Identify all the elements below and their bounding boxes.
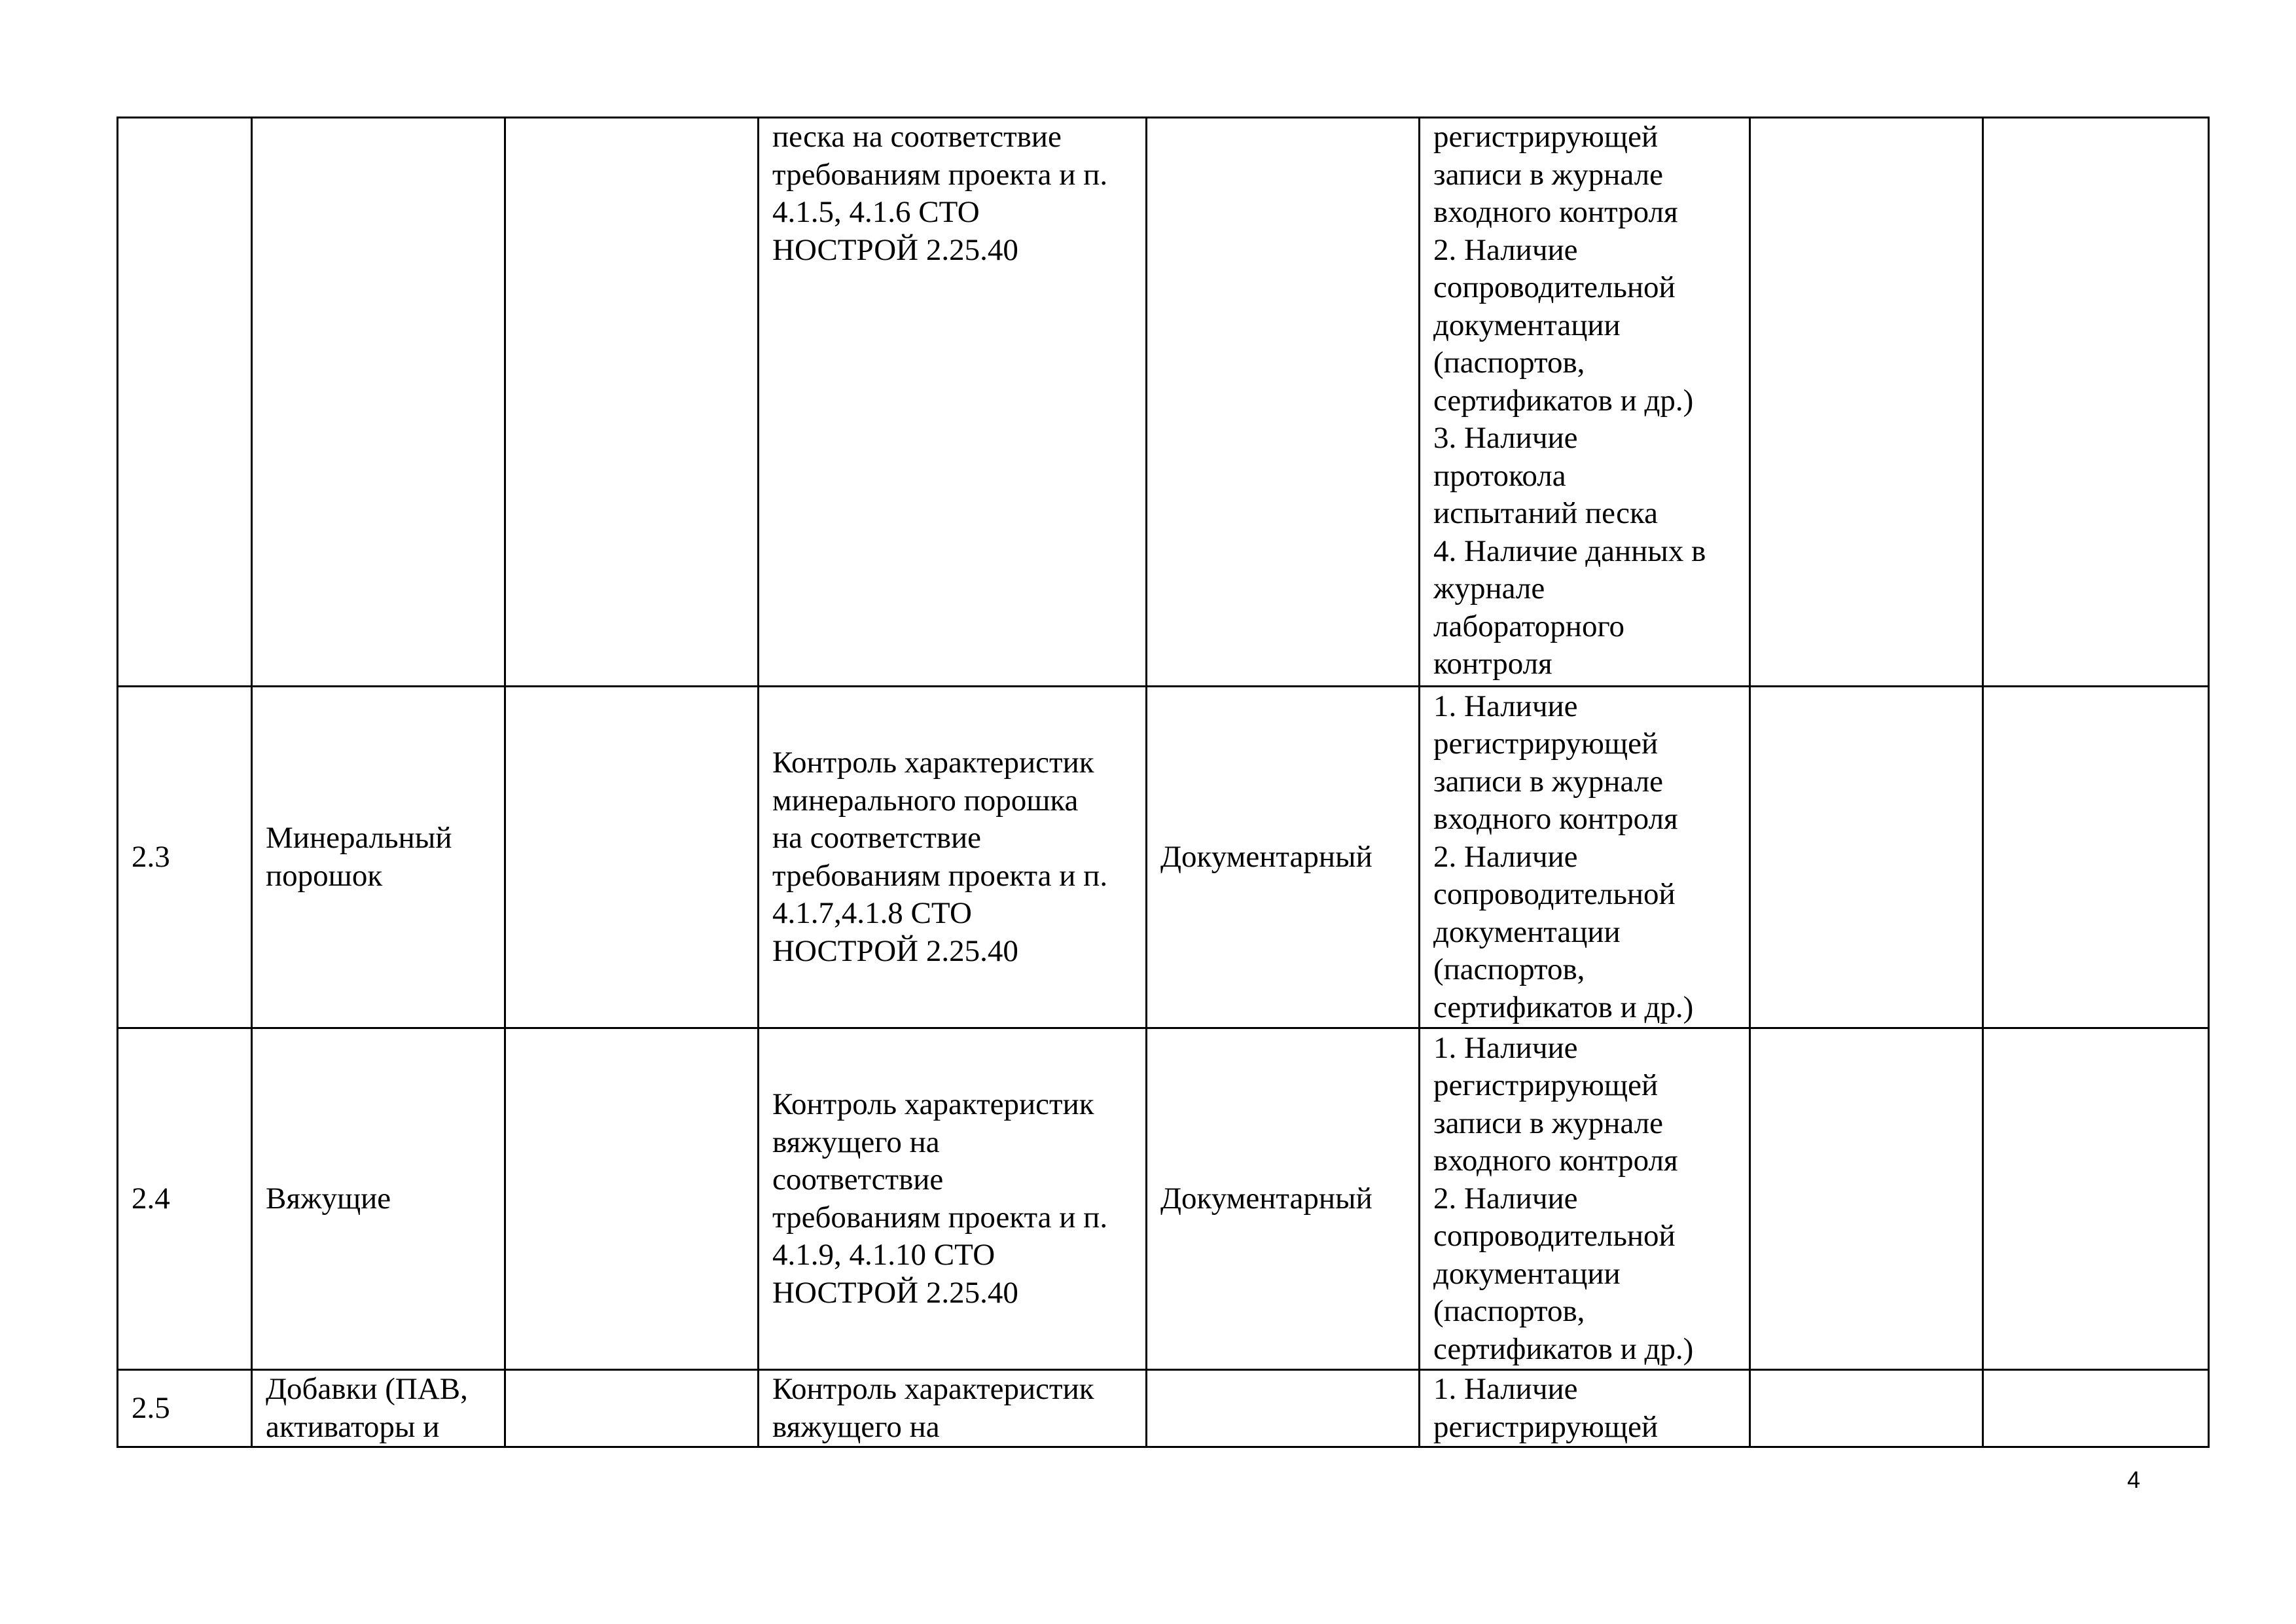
empty-cell bbox=[1750, 1370, 1983, 1447]
required-documents-cell: 1. Наличие регистрирующей записи в журнале входного контроля 2. Наличие сопроводительной документации (паспортов, сертификатов и др.) bbox=[1420, 1028, 1750, 1370]
row-number-cell bbox=[118, 118, 252, 687]
empty-cell bbox=[505, 1370, 759, 1447]
empty-cell bbox=[1750, 1028, 1983, 1370]
control-description-cell: Контроль характеристик минерального порошка на соответствие требованиям проекта и п. 4.1.7,4.1.8 СТО НОСТРОЙ 2.25.40 bbox=[759, 687, 1147, 1028]
control-description-cell: песка на соответствие требованиям проекта и п. 4.1.5, 4.1.6 СТО НОСТРОЙ 2.25.40 bbox=[759, 118, 1147, 687]
empty-cell bbox=[505, 687, 759, 1028]
table-row bbox=[118, 118, 2209, 687]
control-method-cell: Документарный bbox=[1147, 687, 1420, 1028]
empty-cell bbox=[1983, 118, 2209, 687]
required-documents-cell: 1. Наличие регистрирующей bbox=[1420, 1370, 1750, 1447]
control-method-cell: Документарный bbox=[1147, 1028, 1420, 1370]
required-documents-cell: регистрирующей записи в журнале входного контроля 2. Наличие сопроводительной документации (паспортов, сертификатов и др.) 3. Наличие протокола испытаний песка 4. Наличие данных в журнале лабораторного контроля bbox=[1420, 118, 1750, 687]
material-name-cell: Вяжущие bbox=[252, 1028, 505, 1370]
inspection-table bbox=[117, 117, 2210, 1448]
row-number-cell: 2.5 bbox=[118, 1370, 252, 1447]
material-name-cell: Минеральный порошок bbox=[252, 687, 505, 1028]
control-description-cell: Контроль характеристик вяжущего на соответствие требованиям проекта и п. 4.1.9, 4.1.10 СТО НОСТРОЙ 2.25.40 bbox=[759, 1028, 1147, 1370]
table-row bbox=[118, 1028, 2209, 1370]
empty-cell bbox=[1983, 1370, 2209, 1447]
empty-cell bbox=[1983, 1028, 2209, 1370]
empty-cell bbox=[1750, 118, 1983, 687]
required-documents-cell: 1. Наличие регистрирующей записи в журнале входного контроля 2. Наличие сопроводительной документации (паспортов, сертификатов и др.) bbox=[1420, 687, 1750, 1028]
control-method-cell bbox=[1147, 1370, 1420, 1447]
empty-cell bbox=[1983, 687, 2209, 1028]
page-number: 4 bbox=[2127, 1466, 2141, 1493]
control-description-cell: Контроль характеристик вяжущего на bbox=[759, 1370, 1147, 1447]
empty-cell bbox=[505, 118, 759, 687]
control-method-cell bbox=[1147, 118, 1420, 687]
row-number-cell: 2.4 bbox=[118, 1028, 252, 1370]
material-name-cell: Добавки (ПАВ, активаторы и bbox=[252, 1370, 505, 1447]
table-row bbox=[118, 1370, 2209, 1447]
table-row bbox=[118, 687, 2209, 1028]
empty-cell bbox=[1750, 687, 1983, 1028]
empty-cell bbox=[505, 1028, 759, 1370]
row-number-cell: 2.3 bbox=[118, 687, 252, 1028]
material-name-cell bbox=[252, 118, 505, 687]
